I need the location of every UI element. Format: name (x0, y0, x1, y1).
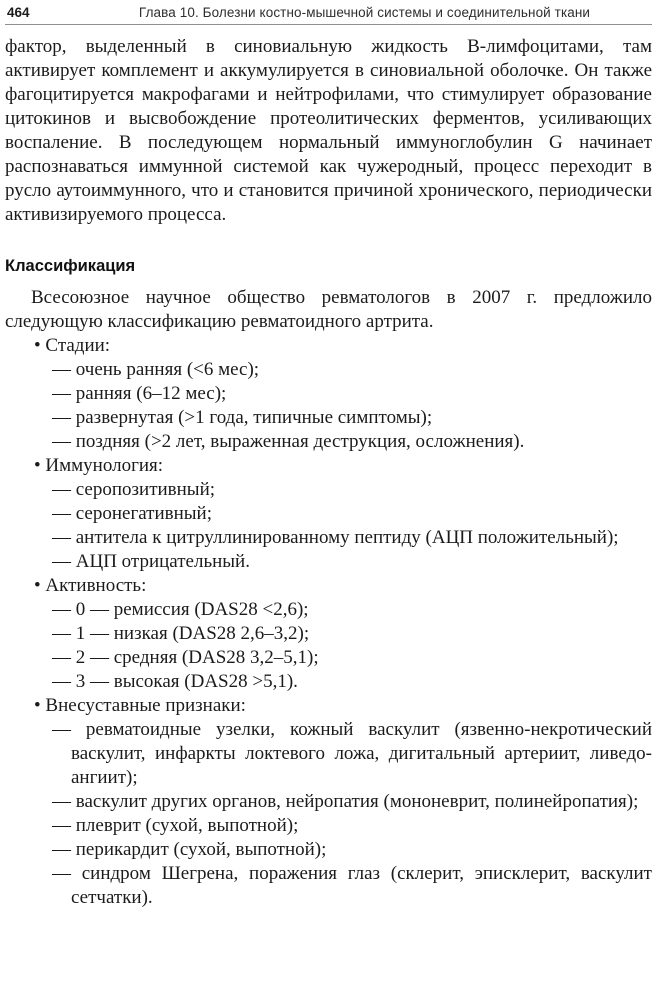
classification-item (5, 670, 652, 694)
dash-marker: — (52, 383, 71, 404)
dash-marker: — (52, 623, 71, 644)
group-label-text: Внесуставные признаки: (45, 695, 246, 716)
dash-marker: — (52, 599, 71, 620)
bullet-marker: • (34, 695, 41, 716)
dash-marker: — (52, 359, 71, 380)
section-heading: Классификация (5, 257, 136, 275)
classification-list (5, 334, 652, 910)
classification-item (5, 790, 652, 814)
classification-item-text: плеврит (сухой, выпотной); (75, 815, 299, 836)
classification-bullet-line (5, 574, 652, 598)
classification-group (5, 574, 652, 694)
section-intro-paragraph: Всесоюзное научное общество ревматологов в 2007 г. предложило следующую классификацию ревматоидного артрита. (5, 287, 652, 332)
dash-marker: — (52, 671, 71, 692)
running-title: Глава 10. Болезни костно-мышечной системы и соединительной ткани (138, 5, 591, 20)
classification-group (5, 694, 652, 910)
classification-item-text: 0 — ремиссия (DAS28 <2,6); (75, 599, 309, 620)
dash-marker: — (52, 647, 71, 668)
classification-item (5, 406, 652, 430)
classification-item (5, 550, 652, 574)
intro-paragraph: фактор, выделенный в синовиальную жидкость В-лимфоцитами, там активирует комплемент и аккумулируется в синовиальной оболочке. Он также фагоцитируется макрофагами и нейтрофилами, что стимулирует образование цитокинов и высвобождение протеолитических ферментов, усиливающих воспаление. В последующем нормальный иммуноглобулин G начинает распознаваться иммунной системой как чужеродный, процесс переходит в русло аутоиммунного, что и становится причиной хронического, периодически активизируемого процесса. (5, 36, 652, 225)
dash-marker: — (52, 407, 71, 428)
classification-item (5, 358, 652, 382)
dash-marker: — (52, 503, 71, 524)
classification-item-text: ранняя (6–12 мес); (75, 383, 227, 404)
classification-item-text: серонегативный; (75, 503, 213, 524)
classification-item (5, 598, 652, 622)
dash-marker: — (52, 551, 71, 572)
dash-marker: — (52, 791, 71, 812)
group-label-text: Иммунология: (45, 455, 164, 476)
dash-marker: — (52, 527, 71, 548)
classification-item-text: поздняя (>2 лет, выраженная деструкция, осложнения). (75, 431, 525, 452)
dash-marker: — (52, 815, 71, 836)
dash-marker: — (52, 863, 71, 884)
classification-item-text: развернутая (>1 года, типичные симптомы); (75, 407, 433, 428)
classification-item-text: васкулит других органов, нейропатия (мононеврит, полинейропатия); (75, 791, 639, 812)
classification-item-text: перикардит (сухой, выпотной); (75, 839, 327, 860)
classification-item-text: синдром Шегрена, поражения глаз (склерит, эписклерит, васкулит сетчатки). (71, 863, 652, 908)
classification-item-text: 3 — высокая (DAS28 >5,1). (75, 671, 298, 692)
group-label-text: Стадии: (45, 335, 111, 356)
classification-item (5, 478, 652, 502)
classification-item (5, 814, 652, 838)
dash-marker: — (52, 479, 71, 500)
classification-item (5, 502, 652, 526)
dash-marker: — (52, 431, 71, 452)
classification-item (5, 718, 652, 790)
bullet-marker: • (34, 455, 41, 476)
dash-marker: — (52, 719, 71, 740)
classification-item-text: АЦП отрицательный. (75, 551, 250, 572)
classification-bullet-line (5, 694, 652, 718)
classification-group (5, 454, 652, 574)
bullet-marker: • (34, 575, 41, 596)
classification-item-text: серопозитивный; (75, 479, 216, 500)
classification-item (5, 526, 652, 550)
classification-item (5, 646, 652, 670)
classification-item (5, 838, 652, 862)
classification-item (5, 862, 652, 910)
classification-item-text: 1 — низкая (DAS28 2,6–3,2); (75, 623, 310, 644)
classification-item (5, 622, 652, 646)
classification-group (5, 334, 652, 454)
dash-marker: — (52, 839, 71, 860)
classification-item-text: 2 — средняя (DAS28 3,2–5,1); (75, 647, 319, 668)
page-body (5, 25, 652, 910)
classification-bullet-line (5, 454, 652, 478)
classification-item (5, 382, 652, 406)
classification-item-text: антитела к цитруллинированному пептиду (АЦП положительный); (75, 527, 619, 548)
classification-bullet-line (5, 334, 652, 358)
page-header (5, 0, 652, 25)
bullet-marker: • (34, 335, 41, 356)
group-label-text: Активность: (45, 575, 147, 596)
classification-item-text: очень ранняя (<6 мес); (75, 359, 260, 380)
page-number: 464 (7, 5, 30, 20)
classification-item (5, 430, 652, 454)
classification-item-text: ревматоидные узелки, кожный васкулит (язвенно-некротический васкулит, инфаркты локтевого ложа, дигитальный артериит, ливедо-ангиит); (71, 719, 652, 788)
